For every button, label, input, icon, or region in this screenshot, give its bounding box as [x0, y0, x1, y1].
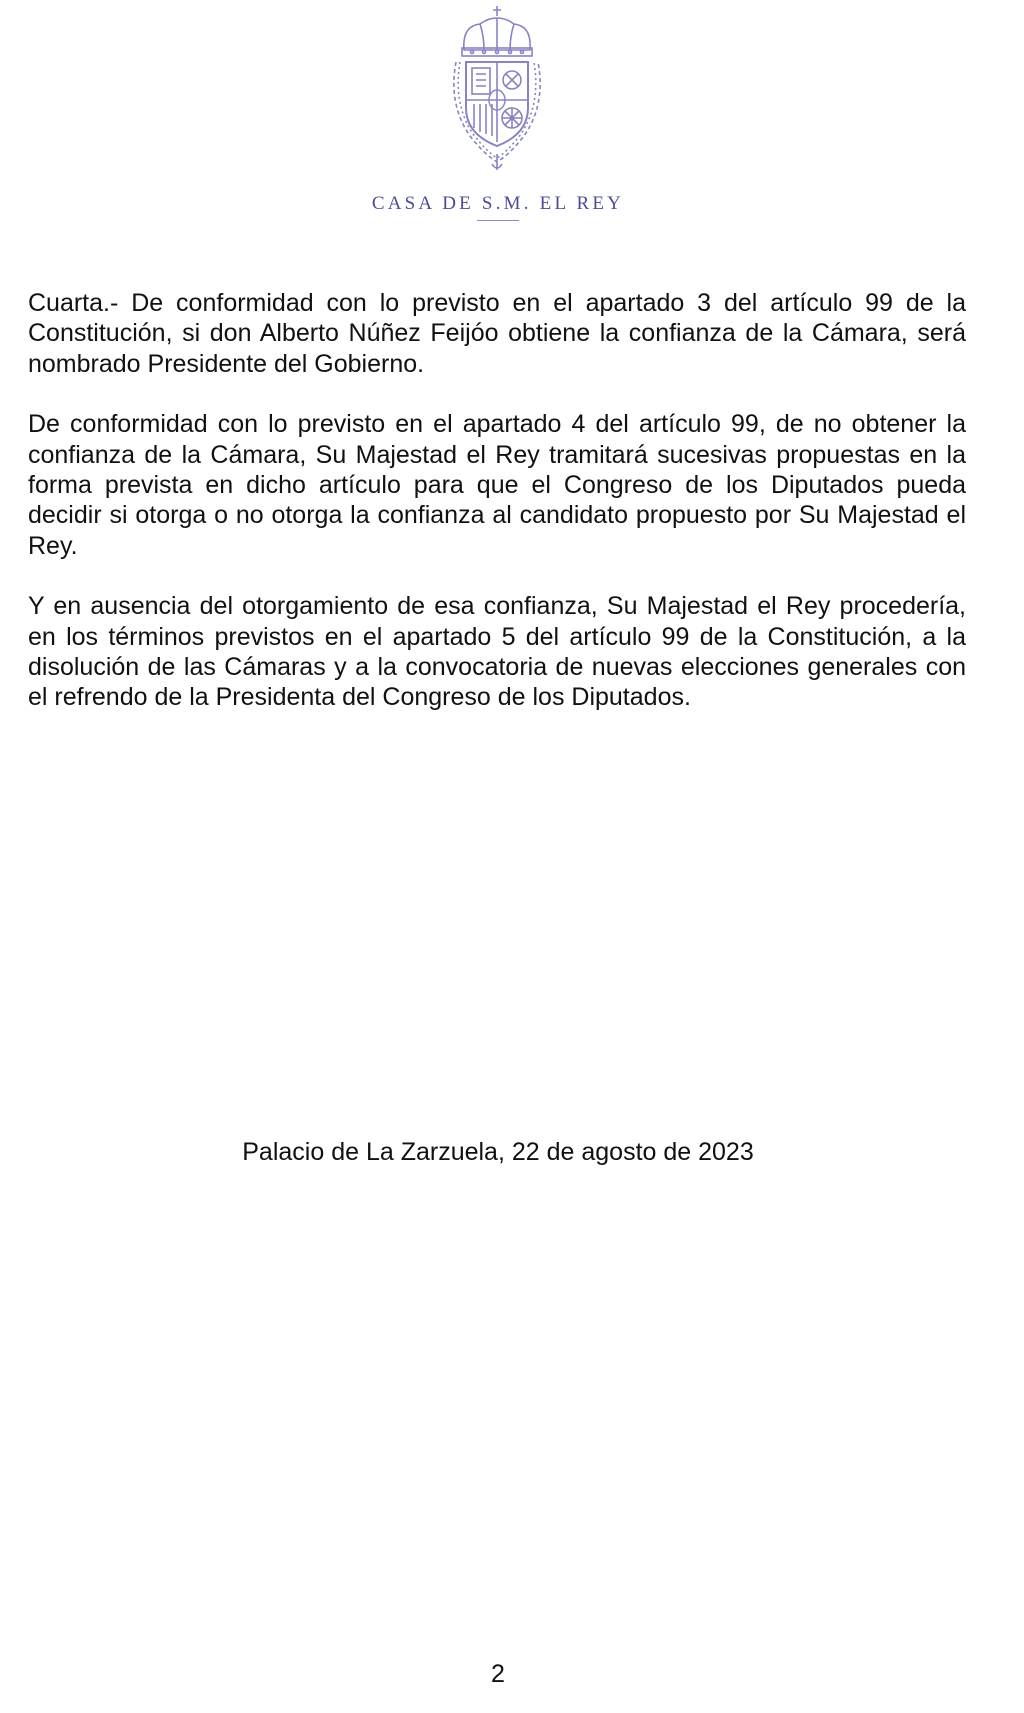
page-number: 2	[491, 1660, 505, 1688]
institution-name: CASA DE S.M. EL REY	[371, 193, 625, 214]
paragraph-third: Y en ausencia del otorgamiento de esa confianza, Su Majestad el Rey procedería, en los términos previstos en el apartado 5 del artículo 99 de la Constitución, a la disolución de las Cámaras y a la convocatoria de nuevas elecciones generales con el refrendo de la Presidenta del Congreso de los Diputados.	[28, 592, 966, 712]
document-body	[28, 288, 966, 743]
paragraph-second: De conformidad con lo previsto en el apartado 4 del artículo 99, de no obtener la confianza de la Cámara, Su Majestad el Rey tramitará sucesivas propuestas en la forma prevista en dicho artículo para que el Congreso de los Diputados pueda decidir si otorga o no otorga la confianza al candidato propuesto por Su Majestad el Rey.	[28, 410, 966, 560]
institution-divider	[477, 220, 519, 221]
place-and-date: Palacio de La Zarzuela, 22 de agosto de 2023	[242, 1138, 754, 1166]
paragraph-cuarta: Cuarta.- De conformidad con lo previsto en el apartado 3 del artículo 99 de la Constitución, si don Alberto Núñez Feijóo obtiene la confianza de la Cámara, será nombrado Presidente del Gobierno.	[28, 289, 966, 378]
letterhead	[0, 0, 1024, 240]
royal-coat-of-arms-icon	[442, 4, 552, 172]
